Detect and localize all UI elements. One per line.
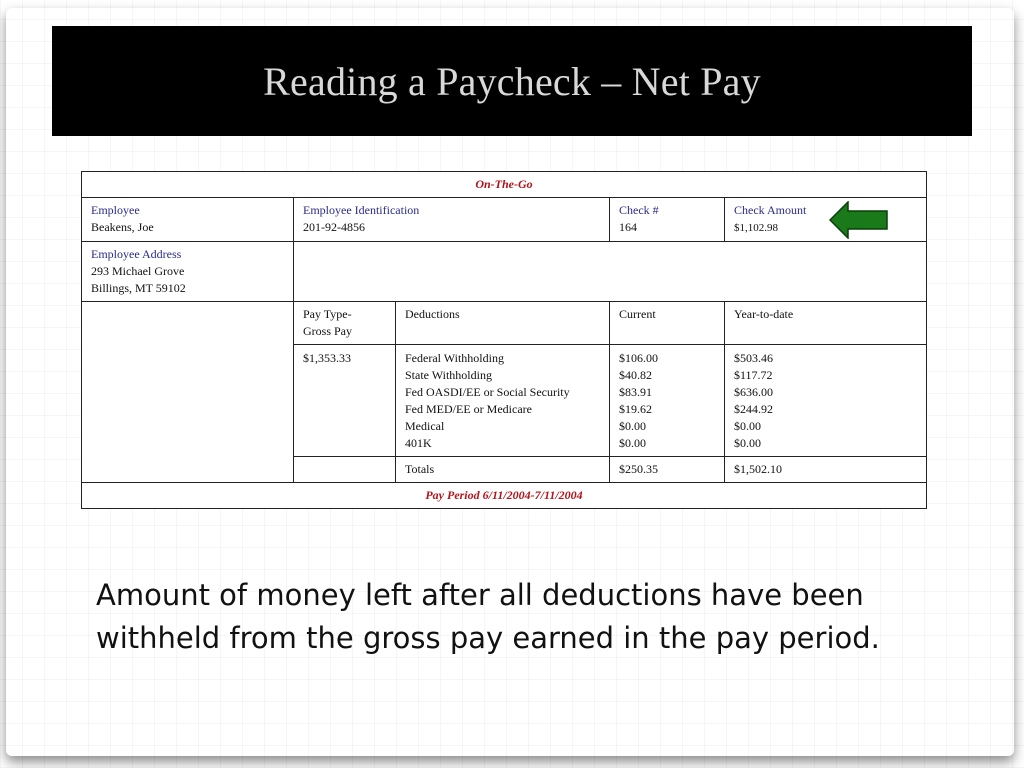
check-number-value: 164	[619, 220, 637, 234]
list-item: $19.62	[619, 402, 652, 416]
left-arrow-icon	[829, 201, 889, 239]
blank-cell	[294, 242, 927, 302]
pay-type-header-line2: Gross Pay	[303, 324, 353, 338]
list-item: $117.72	[734, 368, 773, 382]
list-item: $0.00	[619, 419, 646, 433]
list-item: $0.00	[619, 436, 646, 450]
pay-type-header-line1: Pay Type-	[303, 307, 352, 321]
list-item: Medical	[405, 419, 445, 433]
employee-id-label: Employee Identification	[303, 203, 420, 217]
employee-name: Beakens, Joe	[91, 220, 154, 234]
employee-id-value: 201-92-4856	[303, 220, 365, 234]
check-amount-value: $1,102.98	[734, 222, 778, 234]
totals-label: Totals	[396, 457, 610, 483]
employee-id-cell	[294, 198, 610, 242]
deduction-ytd	[725, 345, 927, 457]
employee-cell	[82, 198, 294, 242]
check-number-cell	[610, 198, 725, 242]
slide-title: Reading a Paycheck – Net Pay	[263, 58, 761, 104]
title-bar	[52, 26, 972, 136]
address-line-1: 293 Michael Grove	[91, 264, 185, 278]
check-amount-label: Check Amount	[734, 203, 807, 217]
list-item: $40.82	[619, 368, 652, 382]
address-cell	[82, 242, 294, 302]
list-item: $0.00	[734, 419, 761, 433]
list-item: State Withholding	[405, 368, 492, 382]
list-item: $0.00	[734, 436, 761, 450]
blank-left-cell	[82, 302, 294, 483]
list-item: Fed MED/EE or Medicare	[405, 402, 532, 416]
list-item: $636.00	[734, 385, 773, 399]
check-number-label: Check #	[619, 203, 659, 217]
pay-type-header	[294, 302, 396, 345]
paycheck-stub	[81, 171, 927, 509]
list-item: 401K	[405, 436, 432, 450]
list-item: $83.91	[619, 385, 652, 399]
employee-label: Employee	[91, 203, 140, 217]
pay-period: Pay Period 6/11/2004-7/11/2004	[82, 483, 927, 509]
totals-ytd: $1,502.10	[725, 457, 927, 483]
current-header: Current	[610, 302, 725, 345]
totals-blank-cell	[294, 457, 396, 483]
deductions-header: Deductions	[396, 302, 610, 345]
address-label: Employee Address	[91, 247, 182, 261]
ytd-header: Year-to-date	[725, 302, 927, 345]
list-item: $244.92	[734, 402, 773, 416]
list-item: Fed OASDI/EE or Social Security	[405, 385, 570, 399]
definition-text: Amount of money left after all deductions have been withheld from the gross pay earned in the pay period.	[96, 578, 880, 655]
list-item: $106.00	[619, 351, 658, 365]
company-name: On-The-Go	[82, 172, 927, 198]
totals-current: $250.35	[610, 457, 725, 483]
gross-pay-value: $1,353.33	[294, 345, 396, 457]
deduction-current	[610, 345, 725, 457]
deduction-names	[396, 345, 610, 457]
list-item: Federal Withholding	[405, 351, 504, 365]
list-item: $503.46	[734, 351, 773, 365]
check-amount-cell	[725, 198, 927, 242]
address-line-2: Billings, MT 59102	[91, 281, 186, 295]
